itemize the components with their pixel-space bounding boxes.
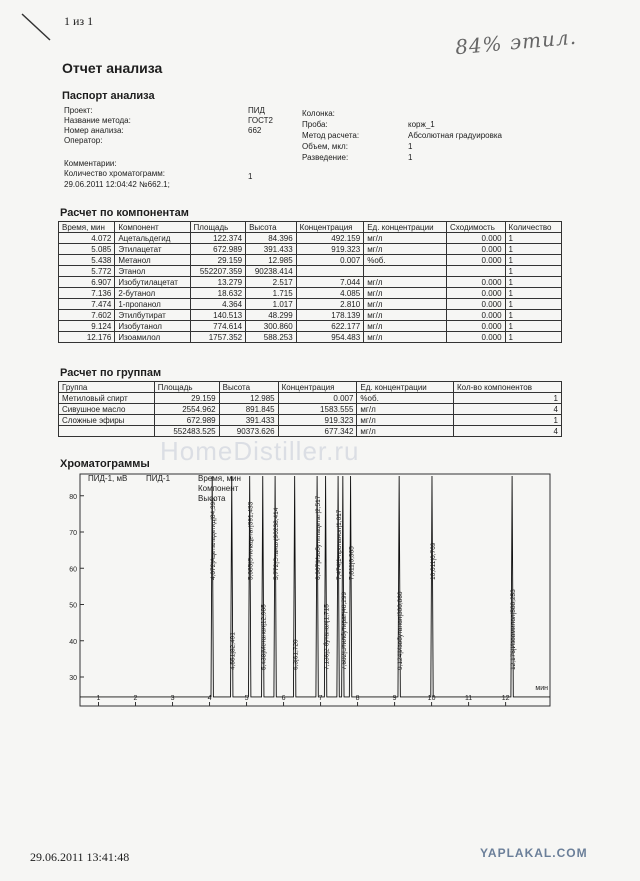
table-cell: мг/л — [364, 244, 447, 255]
table-cell: Изобутанол — [115, 321, 190, 332]
field-value: 662 — [248, 126, 262, 135]
peak-label: 4,072|Ацетальдегид|84,396 — [210, 498, 218, 580]
field-value: 1 — [408, 153, 413, 162]
table-cell: 1 — [505, 299, 561, 310]
x-tick-label: 2 — [133, 695, 138, 702]
peak-label: 7,602|Этилбутират|48,299 — [340, 591, 348, 670]
table-cell — [364, 266, 447, 277]
column-header: Время, мин — [59, 222, 115, 233]
x-tick-label: 12 — [501, 695, 510, 702]
table-cell: 4.364 — [190, 299, 246, 310]
y-tick-label: 80 — [69, 493, 77, 501]
table-cell: мг/л — [364, 299, 447, 310]
table-cell: 0.000 — [446, 321, 505, 332]
table-cell: мг/л — [357, 426, 454, 437]
table-cell: 391.433 — [246, 244, 297, 255]
table-cell: мг/л — [364, 332, 447, 343]
component-row — [59, 244, 562, 255]
table-cell: 588.253 — [246, 332, 297, 343]
table-cell: 1-пропанол — [115, 299, 190, 310]
component-row — [59, 332, 562, 343]
column-header: Концентрация — [296, 222, 364, 233]
table-cell: 7.044 — [296, 277, 364, 288]
table-cell: 919.323 — [296, 244, 364, 255]
table-cell: 0.000 — [446, 310, 505, 321]
x-tick-label: 11 — [464, 695, 473, 702]
groups-table — [58, 381, 562, 437]
table-cell: 774.614 — [190, 321, 246, 332]
column-header: Ед. концентрации — [364, 222, 447, 233]
table-cell: 1 — [505, 266, 561, 277]
table-cell: 7.602 — [59, 310, 115, 321]
table-cell: 0.000 — [446, 255, 505, 266]
field-label: Объем, мкл: — [302, 142, 348, 151]
column-header: Высота — [219, 382, 278, 393]
table-cell: 0.000 — [446, 299, 505, 310]
table-cell: Изоамилол — [115, 332, 190, 343]
table-cell: 2-бутанол — [115, 288, 190, 299]
y-tick-label: 60 — [69, 566, 77, 574]
table-cell: 1 — [505, 233, 561, 244]
column-header: Группа — [59, 382, 155, 393]
peak-label: 6,3|61,720 — [292, 639, 300, 670]
table-cell: 1 — [505, 277, 561, 288]
table-cell: 891.845 — [219, 404, 278, 415]
table-cell: 7.136 — [59, 288, 115, 299]
peak-label: 7,811|0,365 — [348, 546, 356, 580]
table-cell: 0.007 — [296, 255, 364, 266]
table-cell: Этилбутират — [115, 310, 190, 321]
table-cell — [59, 426, 155, 437]
table-cell: 4.085 — [296, 288, 364, 299]
table-cell: 12.176 — [59, 332, 115, 343]
table-cell: 1 — [454, 393, 562, 404]
component-row — [59, 277, 562, 288]
peak-label: 7,136|2-бутанол|1,715 — [323, 604, 331, 670]
x-tick-label: 5 — [244, 695, 249, 702]
table-cell: 4.072 — [59, 233, 115, 244]
peak-label: 5,438|Метанол|12,985 — [260, 604, 268, 670]
table-cell: 29.159 — [154, 393, 219, 404]
y-tick-label: 70 — [69, 530, 77, 537]
table-cell: 1.715 — [246, 288, 297, 299]
field-label: Оператор: — [64, 136, 103, 145]
component-row — [59, 310, 562, 321]
field-value: ПИД — [248, 106, 265, 115]
table-cell: 1583.555 — [278, 404, 357, 415]
y-tick-label: 30 — [69, 675, 77, 682]
table-cell — [446, 266, 505, 277]
field-label: Колонка: — [302, 109, 335, 118]
table-cell: 552483.525 — [154, 426, 219, 437]
table-cell: 12.985 — [219, 393, 278, 404]
table-cell: 1757.352 — [190, 332, 246, 343]
component-row — [59, 288, 562, 299]
field-value: корж_1 — [408, 120, 435, 129]
field-label: Метод расчета: — [302, 131, 360, 140]
column-header: Концентрация — [278, 382, 357, 393]
group-row — [59, 393, 562, 404]
table-cell: 954.483 — [296, 332, 364, 343]
table-cell: 140.513 — [190, 310, 246, 321]
peak-label: 10,011|0,769 — [429, 542, 437, 580]
table-cell: 2.810 — [296, 299, 364, 310]
table-cell: Изобутилацетат — [115, 277, 190, 288]
field-label: Проект: — [64, 106, 93, 115]
table-cell: мг/л — [364, 321, 447, 332]
field-label: Название метода: — [64, 116, 131, 125]
table-cell: мг/л — [357, 415, 454, 426]
chromatogram-count-label: Количество хроматограмм: — [64, 169, 165, 178]
table-cell: 84.396 — [246, 233, 297, 244]
table-cell: 1 — [505, 310, 561, 321]
legend-label: ПИД-1 — [146, 474, 171, 483]
legend-label: Время, мин — [198, 474, 241, 483]
passport-title: Паспорт анализа — [62, 90, 155, 102]
table-cell: 1 — [505, 244, 561, 255]
report-title: Отчет анализа — [62, 60, 163, 76]
peak-label: 7,474|1-пропанол|1,017 — [336, 509, 344, 580]
y-tick-label: 40 — [69, 638, 77, 646]
table-cell: 0.000 — [446, 244, 505, 255]
field-label: Разведение: — [302, 153, 349, 162]
table-cell: мг/л — [357, 404, 454, 415]
table-cell: 1 — [505, 321, 561, 332]
peak-label: 9,124|Изобутанол|300,860 — [397, 591, 405, 670]
table-cell: мг/л — [364, 310, 447, 321]
column-header: Площадь — [154, 382, 219, 393]
table-cell: мг/л — [364, 288, 447, 299]
table-cell: 6.907 — [59, 277, 115, 288]
component-row — [59, 233, 562, 244]
table-cell: 4 — [454, 426, 562, 437]
legend-label: ПИД-1, мВ — [88, 474, 128, 483]
table-cell: 7.474 — [59, 299, 115, 310]
table-cell: 300.860 — [246, 321, 297, 332]
x-tick-label: 3 — [170, 695, 175, 702]
table-cell: 1 — [505, 255, 561, 266]
peak-label: 12,176|Изоамилол|588,253 — [510, 589, 518, 670]
x-tick-label: 7 — [318, 695, 323, 702]
peak-label: 6,907|Изобутилацетат|2,517 — [315, 495, 323, 580]
table-cell: 18.632 — [190, 288, 246, 299]
table-cell: 48.299 — [246, 310, 297, 321]
table-cell: 492.159 — [296, 233, 364, 244]
table-cell: Ацетальдегид — [115, 233, 190, 244]
table-cell: 1 — [454, 415, 562, 426]
components-title: Расчет по компонентам — [60, 207, 189, 219]
table-cell: 13.279 — [190, 277, 246, 288]
table-cell: 391.433 — [219, 415, 278, 426]
chromatogram-id: 29.06.2011 12:04:42 №662.1; — [64, 180, 170, 189]
table-cell: 0.000 — [446, 233, 505, 244]
table-cell: 0.007 — [278, 393, 357, 404]
table-cell: 552207.359 — [190, 266, 246, 277]
legend-label: Компонент — [198, 484, 239, 493]
field-label: Номер анализа: — [64, 126, 124, 135]
peak-label: 4,551|82,491 — [229, 632, 237, 670]
x-tick-label: 1 — [96, 695, 101, 702]
groups-title: Расчет по группам — [60, 367, 162, 379]
column-header: Высота — [246, 222, 297, 233]
y-tick-label: 50 — [69, 602, 77, 610]
x-tick-label: 9 — [392, 695, 397, 702]
column-header: Площадь — [190, 222, 246, 233]
column-header: Количество — [505, 222, 561, 233]
group-row — [59, 426, 562, 437]
handwritten-note: 84% этил. — [454, 24, 578, 60]
table-cell: 90373.626 — [219, 426, 278, 437]
table-cell: %об. — [357, 393, 454, 404]
component-row — [59, 266, 562, 277]
table-cell: 677.342 — [278, 426, 357, 437]
chromatogram-count-value: 1 — [248, 172, 253, 181]
table-cell: 5.085 — [59, 244, 115, 255]
table-cell: 1 — [505, 288, 561, 299]
peak-label: 5,772|Этанол|90238,414 — [273, 507, 281, 580]
table-cell: 2554.962 — [154, 404, 219, 415]
table-cell: Метиловый спирт — [59, 393, 155, 404]
table-cell: Сивушное масло — [59, 404, 155, 415]
table-cell: 178.139 — [296, 310, 364, 321]
x-tick-label: 6 — [281, 695, 286, 702]
table-cell: Этанол — [115, 266, 190, 277]
comments-label: Комментарии: — [64, 159, 117, 168]
chromatogram-axes — [69, 474, 550, 706]
table-cell: 919.323 — [278, 415, 357, 426]
x-unit-label: мин — [535, 685, 548, 692]
table-cell: 1.017 — [246, 299, 297, 310]
field-value: Абсолютная градуировка — [408, 131, 502, 140]
table-cell: мг/л — [364, 233, 447, 244]
table-cell: 1 — [505, 332, 561, 343]
legend-label: Высота — [198, 494, 226, 503]
table-cell: 0.000 — [446, 277, 505, 288]
x-tick-label: 8 — [355, 695, 360, 702]
table-cell: мг/л — [364, 277, 447, 288]
field-label: Проба: — [302, 120, 328, 129]
table-cell: 90238.414 — [246, 266, 297, 277]
table-cell — [296, 266, 364, 277]
table-cell: 122.374 — [190, 233, 246, 244]
table-cell: %об. — [364, 255, 447, 266]
table-cell: Метанол — [115, 255, 190, 266]
table-cell: 12.985 — [246, 255, 297, 266]
corner-stroke — [18, 10, 58, 46]
column-header: Кол-во компонентов — [454, 382, 562, 393]
component-row — [59, 321, 562, 332]
page-counter: 1 из 1 — [64, 14, 94, 28]
table-cell: 0.000 — [446, 332, 505, 343]
site-logo: YAPLAKAL.COM — [480, 846, 588, 860]
group-row — [59, 404, 562, 415]
table-cell: 2.517 — [246, 277, 297, 288]
table-cell: Сложные эфиры — [59, 415, 155, 426]
table-cell: 5.772 — [59, 266, 115, 277]
table-cell: 622.177 — [296, 321, 364, 332]
table-cell: 5.438 — [59, 255, 115, 266]
field-value: ГОСТ2 — [248, 116, 273, 125]
chromatogram-title: Хроматограммы — [60, 458, 150, 470]
x-tick-label: 10 — [427, 695, 436, 702]
field-value: 1 — [408, 142, 413, 151]
column-header: Компонент — [115, 222, 190, 233]
table-cell: 672.989 — [190, 244, 246, 255]
peak-label: 5,085|Этилацетат|391,433 — [247, 501, 255, 580]
table-cell: 4 — [454, 404, 562, 415]
chromatogram-peak-labels — [210, 495, 517, 670]
component-row — [59, 255, 562, 266]
column-header: Ед. концентрации — [357, 382, 454, 393]
table-cell: 0.000 — [446, 288, 505, 299]
group-row — [59, 415, 562, 426]
watermark: HomeDistiller.ru — [160, 436, 360, 466]
table-cell: Этилацетат — [115, 244, 190, 255]
table-cell: 29.159 — [190, 255, 246, 266]
x-tick-label: 4 — [207, 695, 212, 702]
column-header: Сходимость — [446, 222, 505, 233]
components-table — [58, 221, 562, 343]
table-cell: 9.124 — [59, 321, 115, 332]
printed-at: 29.06.2011 13:41:48 — [30, 850, 130, 864]
chromatogram-plot — [60, 470, 560, 730]
component-row — [59, 299, 562, 310]
table-cell: 672.989 — [154, 415, 219, 426]
